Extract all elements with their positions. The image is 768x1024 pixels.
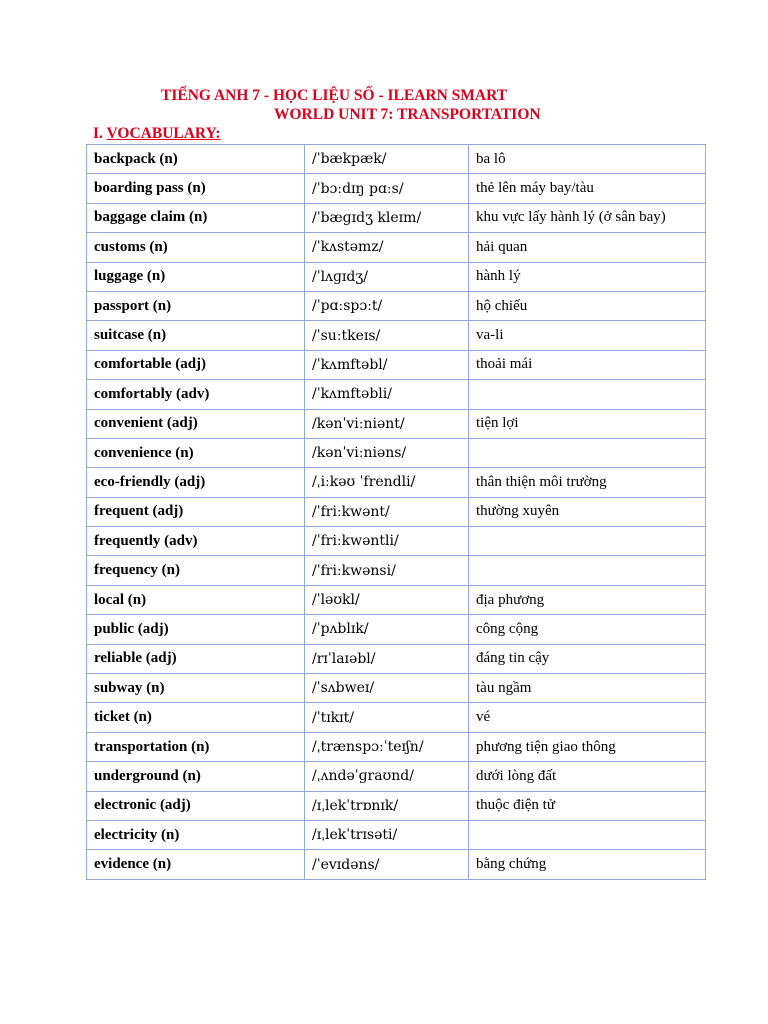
vocab-pronunciation: /ˈtɪkɪt/ <box>305 703 469 732</box>
table-row <box>87 350 706 379</box>
vocab-word: frequency (n) <box>87 556 305 585</box>
vocab-meaning: tàu ngầm <box>469 674 706 703</box>
vocab-pronunciation: /ˈlʌɡɪdʒ/ <box>305 262 469 291</box>
vocab-meaning: công cộng <box>469 615 706 644</box>
vocab-word: suitcase (n) <box>87 321 305 350</box>
table-row <box>87 468 706 497</box>
vocab-word: subway (n) <box>87 674 305 703</box>
vocab-pronunciation: /ˈkʌmftəbli/ <box>305 380 469 409</box>
vocab-pronunciation: /ˈkʌstəmz/ <box>305 233 469 262</box>
vocab-word: frequently (adv) <box>87 527 305 556</box>
table-row <box>87 615 706 644</box>
table-row <box>87 850 706 879</box>
vocab-pronunciation: /ˈfriːkwənsi/ <box>305 556 469 585</box>
table-row <box>87 203 706 232</box>
vocab-word: public (adj) <box>87 615 305 644</box>
vocab-pronunciation: /kənˈviːniəns/ <box>305 438 469 467</box>
vocabulary-table-body <box>87 145 706 880</box>
vocab-meaning <box>469 556 706 585</box>
vocab-meaning: hải quan <box>469 233 706 262</box>
vocab-meaning <box>469 820 706 849</box>
vocab-meaning: ba lô <box>469 145 706 174</box>
vocab-meaning: dưới lòng đất <box>469 762 706 791</box>
vocab-meaning: khu vực lấy hành lý (ở sân bay) <box>469 203 706 232</box>
vocab-word: passport (n) <box>87 291 305 320</box>
vocab-meaning: va-li <box>469 321 706 350</box>
section-heading <box>93 125 221 143</box>
table-row <box>87 762 706 791</box>
vocab-pronunciation: /rɪˈlaɪəbl/ <box>305 644 469 673</box>
table-row <box>87 820 706 849</box>
vocab-pronunciation: /kənˈviːniənt/ <box>305 409 469 438</box>
vocab-word: customs (n) <box>87 233 305 262</box>
vocab-pronunciation: /ˈləʊkl/ <box>305 585 469 614</box>
vocab-pronunciation: /ˈevɪdəns/ <box>305 850 469 879</box>
vocab-pronunciation: /ˈpɑːspɔːt/ <box>305 291 469 320</box>
vocab-pronunciation: /ɪˌlekˈtrɒnɪk/ <box>305 791 469 820</box>
vocabulary-table <box>86 144 706 880</box>
vocab-word: electronic (adj) <box>87 791 305 820</box>
vocab-meaning: thoải mái <box>469 350 706 379</box>
vocab-word: boarding pass (n) <box>87 174 305 203</box>
vocab-word: eco-friendly (adj) <box>87 468 305 497</box>
vocab-word: transportation (n) <box>87 732 305 761</box>
table-row <box>87 703 706 732</box>
vocab-meaning: thẻ lên máy bay/tàu <box>469 174 706 203</box>
vocab-pronunciation: /ˈfriːkwənt/ <box>305 497 469 526</box>
vocab-meaning <box>469 527 706 556</box>
vocab-meaning: tiện lợi <box>469 409 706 438</box>
vocab-word: baggage claim (n) <box>87 203 305 232</box>
document-title-line-2: WORLD UNIT 7: TRANSPORTATION <box>274 106 541 123</box>
vocab-pronunciation: /ˌiːkəʊ ˈfrendli/ <box>305 468 469 497</box>
vocab-word: backpack (n) <box>87 145 305 174</box>
table-row <box>87 291 706 320</box>
vocab-meaning <box>469 380 706 409</box>
vocab-meaning <box>469 438 706 467</box>
table-row <box>87 438 706 467</box>
vocab-word: frequent (adj) <box>87 497 305 526</box>
vocab-meaning: hộ chiếu <box>469 291 706 320</box>
vocab-pronunciation: /ˈbæɡɪdʒ kleɪm/ <box>305 203 469 232</box>
vocab-meaning: vé <box>469 703 706 732</box>
vocab-pronunciation: /ˌʌndəˈɡraʊnd/ <box>305 762 469 791</box>
vocab-meaning: thân thiện môi trường <box>469 468 706 497</box>
vocab-meaning: thường xuyên <box>469 497 706 526</box>
vocab-pronunciation: /ˈsʌbweɪ/ <box>305 674 469 703</box>
vocab-word: luggage (n) <box>87 262 305 291</box>
table-row <box>87 527 706 556</box>
vocab-word: convenient (adj) <box>87 409 305 438</box>
vocab-pronunciation: /ˌtrænspɔːˈteɪʃn/ <box>305 732 469 761</box>
vocab-pronunciation: /ˈkʌmftəbl/ <box>305 350 469 379</box>
vocab-pronunciation: /ˈsuːtkeɪs/ <box>305 321 469 350</box>
vocab-pronunciation: /ˈfriːkwəntli/ <box>305 527 469 556</box>
vocab-pronunciation: /ɪˌlekˈtrɪsəti/ <box>305 820 469 849</box>
vocab-word: electricity (n) <box>87 820 305 849</box>
vocab-pronunciation: /ˈbækpæk/ <box>305 145 469 174</box>
vocab-meaning: đáng tin cậy <box>469 644 706 673</box>
table-row <box>87 497 706 526</box>
table-row <box>87 145 706 174</box>
vocab-word: comfortable (adj) <box>87 350 305 379</box>
vocab-meaning: thuộc điện tử <box>469 791 706 820</box>
table-row <box>87 233 706 262</box>
table-row <box>87 380 706 409</box>
table-row <box>87 585 706 614</box>
table-row <box>87 791 706 820</box>
table-row <box>87 409 706 438</box>
vocab-word: local (n) <box>87 585 305 614</box>
vocab-word: evidence (n) <box>87 850 305 879</box>
vocab-meaning: địa phương <box>469 585 706 614</box>
table-row <box>87 262 706 291</box>
vocab-pronunciation: /ˈpʌblɪk/ <box>305 615 469 644</box>
vocab-word: underground (n) <box>87 762 305 791</box>
document-title-line-1: TIẾNG ANH 7 - HỌC LIỆU SỐ - ILEARN SMART <box>161 87 508 104</box>
vocab-meaning: phương tiện giao thông <box>469 732 706 761</box>
table-row <box>87 644 706 673</box>
vocab-meaning: hành lý <box>469 262 706 291</box>
section-title: VOCABULARY: <box>106 125 221 142</box>
vocab-word: comfortably (adv) <box>87 380 305 409</box>
vocab-pronunciation: /ˈbɔːdɪŋ pɑːs/ <box>305 174 469 203</box>
vocab-word: ticket (n) <box>87 703 305 732</box>
table-row <box>87 174 706 203</box>
vocab-word: reliable (adj) <box>87 644 305 673</box>
section-number: I. <box>93 125 103 142</box>
table-row <box>87 321 706 350</box>
vocab-meaning: bằng chứng <box>469 850 706 879</box>
table-row <box>87 674 706 703</box>
vocab-word: convenience (n) <box>87 438 305 467</box>
table-row <box>87 732 706 761</box>
table-row <box>87 556 706 585</box>
